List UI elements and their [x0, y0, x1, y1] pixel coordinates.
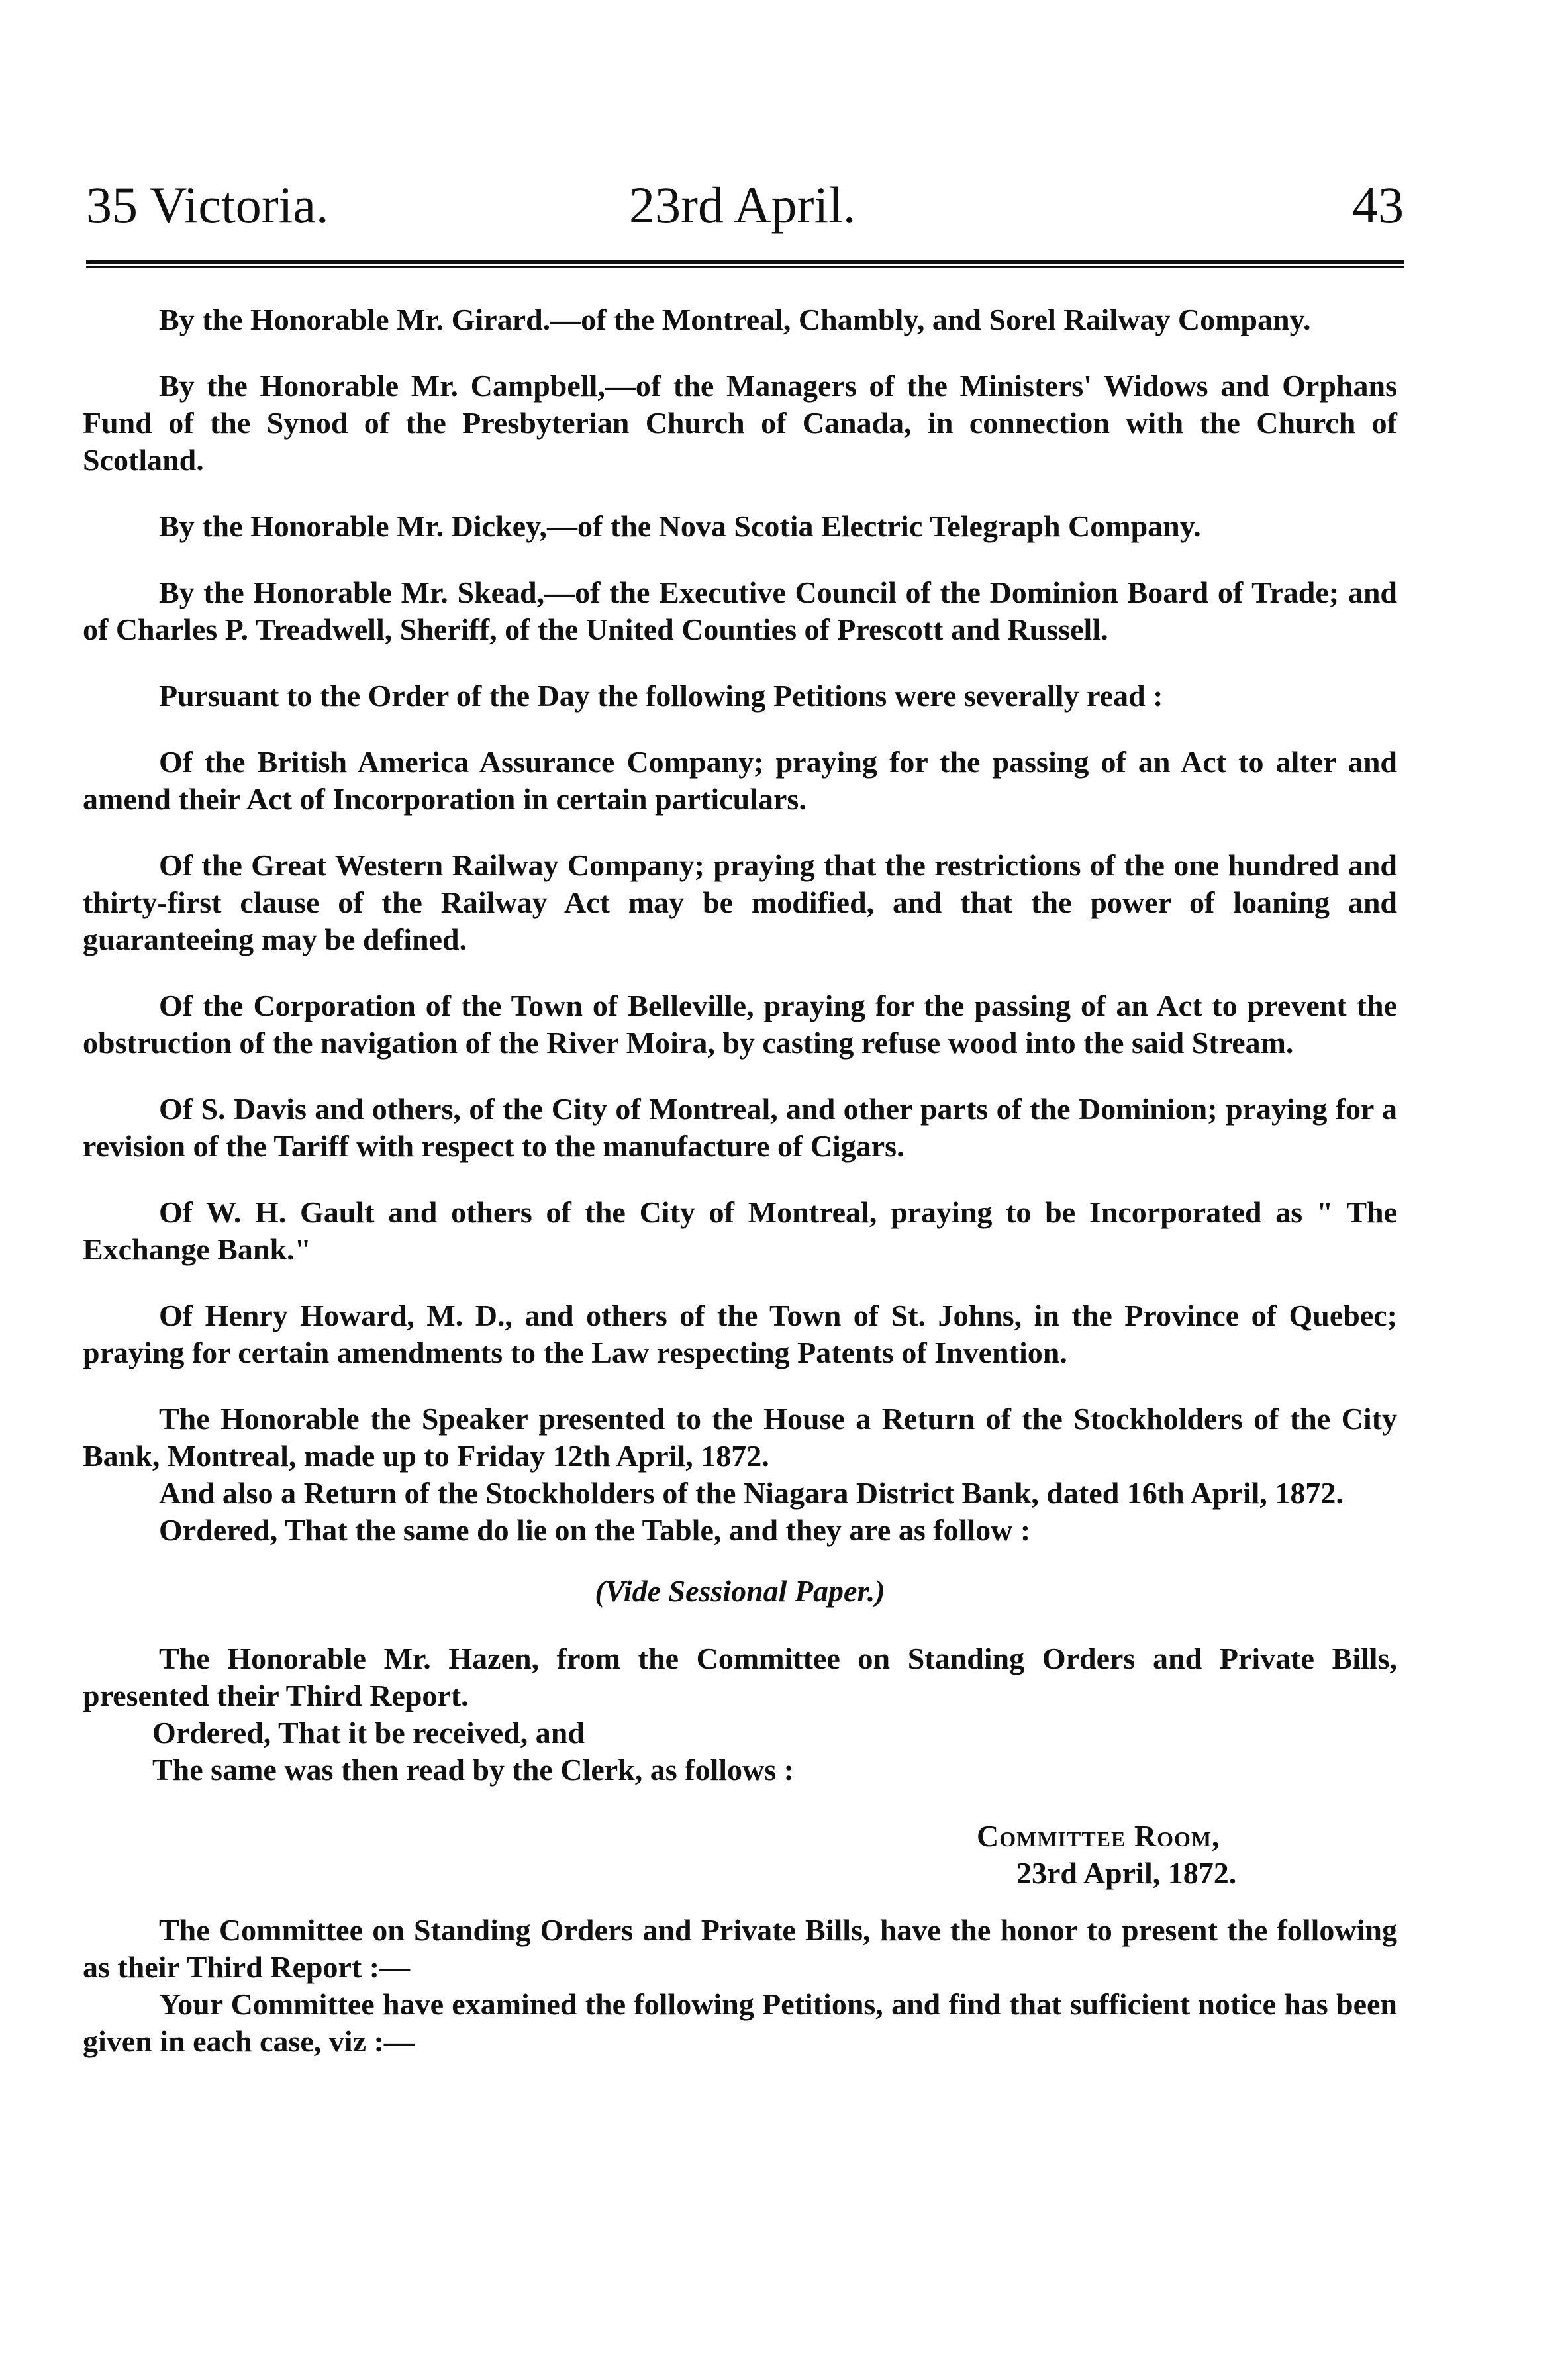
petition-gault: Of W. H. Gault and others of the City of Montreal, praying to be Incorporated as " The Exchange Bank." — [83, 1195, 1397, 1266]
paragraph-order-of-day: Pursuant to the Order of the Day the following Petitions were severally read : — [159, 679, 1163, 713]
speaker-return-niagara-bank: And also a Return of the Stockholders of the Niagara District Bank, dated 16th April, 1872. — [159, 1476, 1344, 1510]
ordered-lie-on-table: Ordered, That the same do lie on the Table, and they are as follow : — [159, 1513, 1031, 1547]
petition-davis: Of S. Davis and others, of the City of Montreal, and other parts of the Dominion; praying for a revision of the Tariff with respect to the manufacture of Cigars. — [83, 1092, 1397, 1163]
page-header — [86, 169, 1404, 242]
committee-signoff — [83, 1818, 1397, 1892]
petition-belleville: Of the Corporation of the Town of Belleville, praying for the passing of an Act to prevent the obstruction of the navigation of the River Moira, by casting refuse wood into the said Stream. — [83, 989, 1397, 1060]
committee-room-date: 23rd April, 1872. — [1016, 1856, 1237, 1890]
paragraph-girard: By the Honorable Mr. Girard.—of the Montreal, Chambly, and Sorel Railway Company. — [159, 303, 1311, 336]
speaker-return-city-bank: The Honorable the Speaker presented to the House a Return of the Stockholders of the City Bank, Montreal, made up to Friday 12th April, 1872. — [83, 1402, 1397, 1473]
hazen-report: The Honorable Mr. Hazen, from the Committee on Standing Orders and Private Bills, presented their Third Report. — [83, 1642, 1397, 1712]
ordered-received: Ordered, That it be received, and — [152, 1716, 585, 1750]
paragraph-dickey: By the Honorable Mr. Dickey,—of the Nova Scotia Electric Telegraph Company. — [159, 509, 1201, 543]
page-body — [83, 301, 1397, 2089]
header-rule-thin — [86, 266, 1404, 268]
petition-great-western: Of the Great Western Railway Company; praying that the restrictions of the one hundred and thirty-first clause of the Railway Act may be modified, and that the power of loaning and guaranteeing may be defined. — [83, 848, 1397, 956]
committee-room-label: Committee Room, — [977, 1819, 1220, 1853]
header-rule — [86, 260, 1404, 269]
report-petitions-examined: Your Committee have examined the following Petitions, and find that sufficient notice has been given in each case, viz :— — [83, 1987, 1397, 2058]
petition-british-america: Of the British America Assurance Company; praying for the passing of an Act to alter and amend their Act of Incorporation in certain particulars. — [83, 745, 1397, 816]
petition-howard: Of Henry Howard, M. D., and others of the Town of St. Johns, in the Province of Quebec; praying for certain amendments to the Law respecting Patents of Invention. — [83, 1299, 1397, 1369]
header-date: 23rd April. — [629, 176, 856, 234]
paragraph-campbell: By the Honorable Mr. Campbell,—of the Managers of the Ministers' Widows and Orphans Fund of the Synod of the Presbyterian Church of Canada, in connection with the Church of Scotland. — [83, 369, 1397, 477]
page-number: 43 — [1352, 176, 1404, 234]
report-intro: The Committee on Standing Orders and Private Bills, have the honor to present the following as their Third Report :— — [83, 1913, 1397, 1984]
read-by-clerk: The same was then read by the Clerk, as follows : — [152, 1753, 794, 1787]
paragraph-skead: By the Honorable Mr. Skead,—of the Executive Council of the Dominion Board of Trade; and of Charles P. Treadwell, Sheriff, of the United Counties of Prescott and Russell. — [83, 575, 1397, 646]
header-rule-thick — [86, 260, 1404, 264]
vide-sessional-paper: (Vide Sessional Paper.) — [595, 1574, 885, 1608]
header-session: 35 Victoria. — [86, 176, 329, 234]
